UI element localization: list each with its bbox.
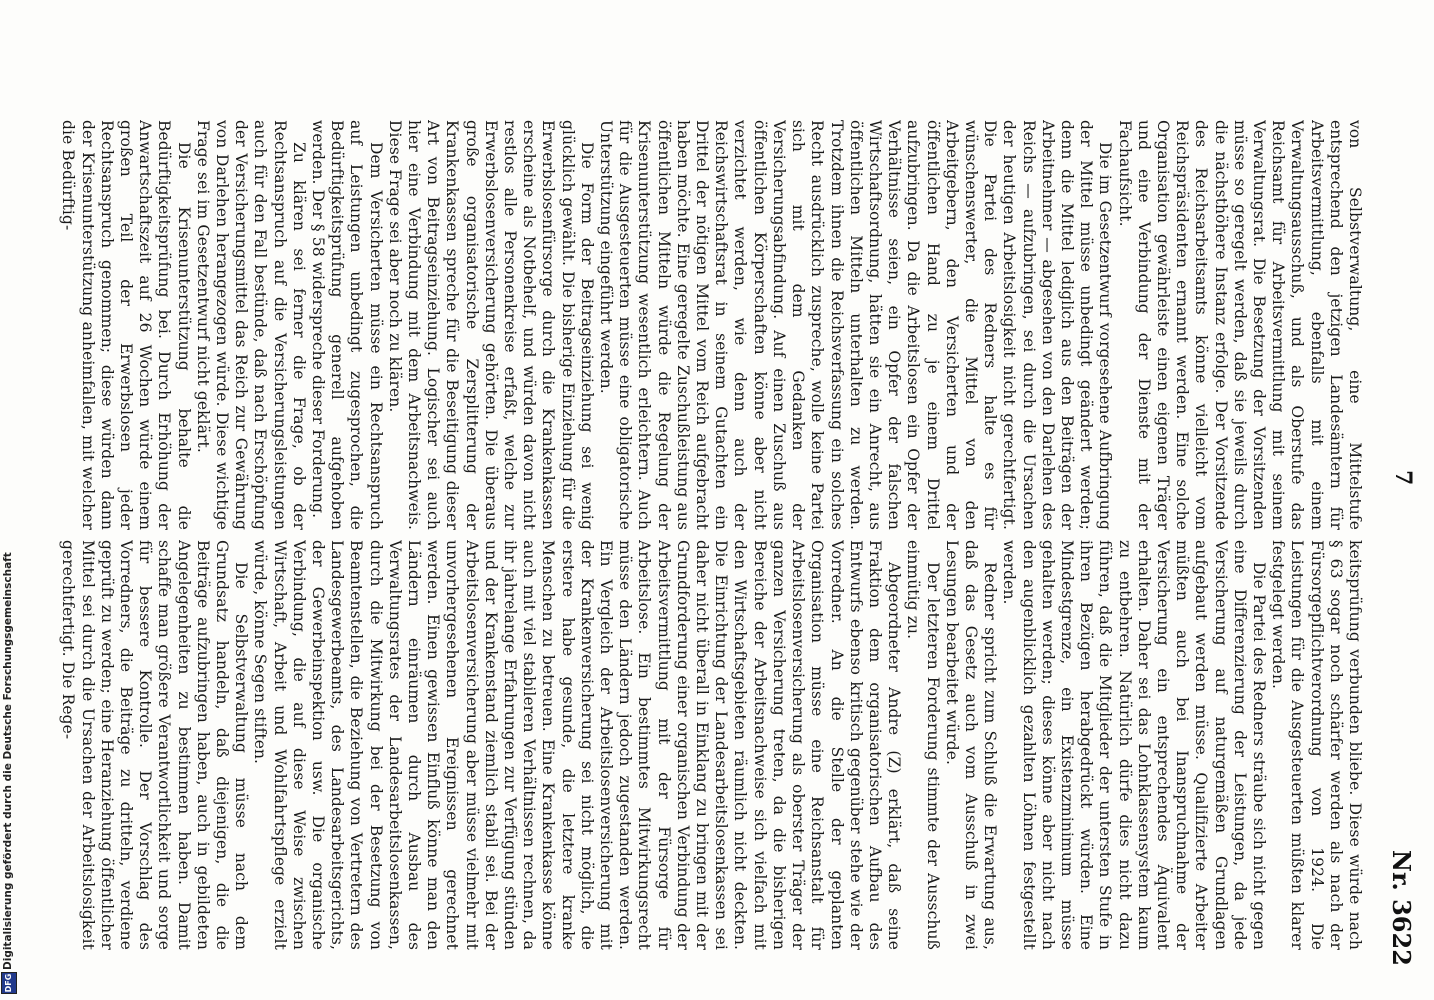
paragraph: Die Selbstverwaltung müsse nach dem Grundsatz handeln, daß diejenigen, die die Beiträge aufzubringen haben, auch in gebildeten Angelegenheiten zu bestimmen haben. Damit schaffe man größere Verantwortlichkeit und sorge für bessere Kontrolle. Der Vorschlag des Vorredners, die Beiträge zu dritteln, verdiene geprüft zu werden; eine Heranziehung öffentlicher Mittel sei durch die Ursachen der Arbeitslosigkeit gerechtfertigt. Die Rege- — [59, 540, 251, 950]
digitization-footer — [0, 0, 20, 1000]
paragraph: Die im Gesetzentwurf vorgesehene Aufbringung der Mittel müsse unbedingt geändert werden; denn die Mittel lediglich aus den Beiträgen der Arbeitnehmer — abgesehen von den Darlehen des Reichs — aufzubringen, sei durch die Ursachen der heutigen Arbeitslosigkeit nicht gerechtfertigt. Die Partei des Redners halte es für wünschenswerter, die Mittel von den Arbeitgebern, den Versicherten und der öffentlichen Hand zu je einem Drittel aufzubringen. Da die Arbeitslosen ein Opfer der Verhältnisse seien, ein Opfer der falschen Wirtschaftsordnung, hätten sie ein Anrecht, aus öffentlichen Mitteln unterhalten zu werden. Trotzdem ihnen die Reichsverfassung ein solches Recht ausdrücklich zuspreche, wolle keine Partei sich mit dem Gedanken der Versicherungsabfindung. Auf einen Zuschuß aus öffentlichen Körperschaften könne aber nicht verzichtet werden, wie denn auch der Reichswirtschaftsrat in seinem Gutachten ein Drittel der nötigen Mittel vom Reich aufgebracht haben möchte. Eine geregelte Zuschußleistung aus öffentlichen Mitteln würde die Regelung der Krisenunterstützung wesentlich erleichtern. Auch für die Ausgesteuerten müsse eine obligatorische Unterstützung eingeführt werden. — [597, 120, 1115, 530]
dfg-logo-icon: DFG — [1, 972, 17, 994]
paragraph: Die Partei des Redners sträube sich nicht gegen eine Differenzierung der Leistungen, da jede Versicherung auf naturgemäßen Grundlagen aufgebaut werden müsse. Qualifizierte Arbeiter müßten auch bei Inanspruchnahme der Versicherung ein entsprechendes Äquivalent erhalten. Daher sei das Lohnklassensystem kaum zu entbehren. Natürlich dürfe dies nicht dazu führen, daß die Mitglieder der untersten Stufe in ihren Bezügen herabgedrückt würden. Eine Mindestgrenze, ein Existenzminimum müsse gehalten werden; dieses könne aber nicht nach den augenblicklich gezahlten Löhnen festgestellt werden. — [1000, 540, 1268, 950]
paragraph: keitsprüfung verbunden bliebe. Diese würde nach § 63 sogar noch schärfer werden als nach der Fürsorgepflichtverordnung von 1924. Die Leistungen für die Ausgesteuerten müßten klarer festgelegt werden. — [1269, 540, 1364, 950]
paragraph: Der letzteren Forderung stimmte der Ausschuß einmütig zu. — [904, 540, 942, 950]
page-header — [1376, 0, 1416, 1000]
text-column-left — [30, 120, 1364, 530]
text-column-right — [30, 540, 1364, 950]
paragraph: Die Form der Beitragseinziehung sei wenig glücklich gewählt. Die bisherige Einziehung für die Erwerbslosenfürsorge durch die Krankenkassen erscheine als Notbehelf, und würden davon nicht restlos alle Personenkreise erfaßt, welche zur Erwerbslosenversicherung gehörten. Die überaus große organisatorische Zersplitterung der Krankenkassen spreche für die Beseitigung dieser Art von Beitragseinziehung. Logischer sei auch hier eine Verbindung mit dem Arbeitsnachweis. Diese Frage sei aber noch zu klären. — [385, 120, 596, 530]
document-number: Nr. 3622 — [1387, 850, 1416, 966]
paragraph: Redner spricht zum Schluß die Erwartung aus, daß das Gesetz auch vom Ausschuß in zwei Lesungen bearbeitet würde. — [942, 540, 1000, 950]
paragraph: Abgeordneter Andre (Z) erklärt, daß seine Fraktion dem organisatorischen Aufbau des Entwurfs ebenso kritisch gegenüber stehe wie der Vorredner. An die Stelle der geplanten Organisation müsse eine Reichsanstalt für Arbeitslosenversicherung als oberster Träger der ganzen Versicherung treten, da die bisherigen Bereiche der Arbeitsnachweise sich vielfach mit den Wirtschaftsgebieten räumlich nicht deckten. Die Einrichtung der Landesarbeitslosenkassen sei daher nicht überall in Einklang zu bringen mit der Grundforderung einer organischen Verbindung der Arbeitsvermittlung mit der Fürsorge für Arbeitslose. Ein bestimmtes Mitwirkungsrecht müsse den Ländern jedoch zugestanden werden. Ein Vergleich der Arbeitslosenversicherung mit der Krankenversicherung sei nicht möglich, die erstere habe gesunde, die letztere kranke Menschen zu betreuen. Eine Krankenkasse könne auch mit viel stabileren Verhältnissen rechnen, da ihr jahrelange Erfahrungen zur Verfügung stünden und der Krankenstand ziemlich stabil sei. Bei der Arbeitslosenversicherung aber müsse vielmehr mit unvorhergesehenen Ereignissen gerechnet werden. Einen gewissen Einfluß könne man den Ländern einräumen durch Ausbau des Verwaltungsrates der Landesarbeitslosenkassen, durch die Mitwirkung bei der Besetzung von Beamtenstellen, die Beziehung von Vertretern des Landesgewerbeamts, des Landesarbeitsgerichts, der Gewerbeinspektion usw. Die organische Verbindung, die auf diese Weise zwischen Wirtschaft, Arbeit und Wohlfahrtspflege erzielt würde, könne Segen stiften. — [251, 540, 904, 950]
paragraph: Die Krisenunterstützung behalte die Bedürftigkeitsprüfung bei. Durch Erhöhung der Anwartschaftszeit auf 26 Wochen würde einem großen Teil der Erwerbslosen jeder Rechtsanspruch genommen; diese würden dann der Krisenunterstützung anheimfallen, mit welcher die Bedürftig- — [59, 120, 193, 530]
paragraph: von Selbstverwaltung, eine Mittelstufe entsprechend den jetzigen Landesämtern für Arbeitsvermittlung, ebenfalls mit einem Verwaltungsausschuß, und als Oberstufe das Reichsamt für Arbeitsvermittlung mit seinem Verwaltungsrat. Die Besetzung der Vorsitzenden müsse so geregelt werden, daß sie jeweils durch die nächsthöhere Instanz erfolge. Der Vorsitzende des Reichsarbeitsamts könne vielleicht vom Reichspräsidenten ernannt werden. Eine solche Organisation gewährleiste einen eigenen Träger und eine Verbindung der Dienste mit der Fachaufsicht. — [1115, 120, 1364, 530]
page-number: 7 — [1390, 470, 1416, 486]
footer-credit: Digitalisierung gefördert durch die Deutsche Forschungsgemeinschaft — [2, 552, 14, 970]
paragraph: Zu klären sei ferner die Frage, ob der Rechtsanspruch auf die Versicherungsleistungen auch für den Fall bestünde, daß nach Erschöpfung der Versicherungsmittel das Reich zur Gewährung von Darlehen herangezogen würde. Diese wichtige Frage sei im Gesetzentwurf nicht geklärt. — [193, 120, 308, 530]
paragraph: Dem Versicherten müsse ein Rechtsanspruch auf Leistungen unbedingt zugesprochen, die Bedürftigkeitsprüfung generell aufgehoben werden. Der § 58 widerspreche dieser Forderung. — [309, 120, 385, 530]
